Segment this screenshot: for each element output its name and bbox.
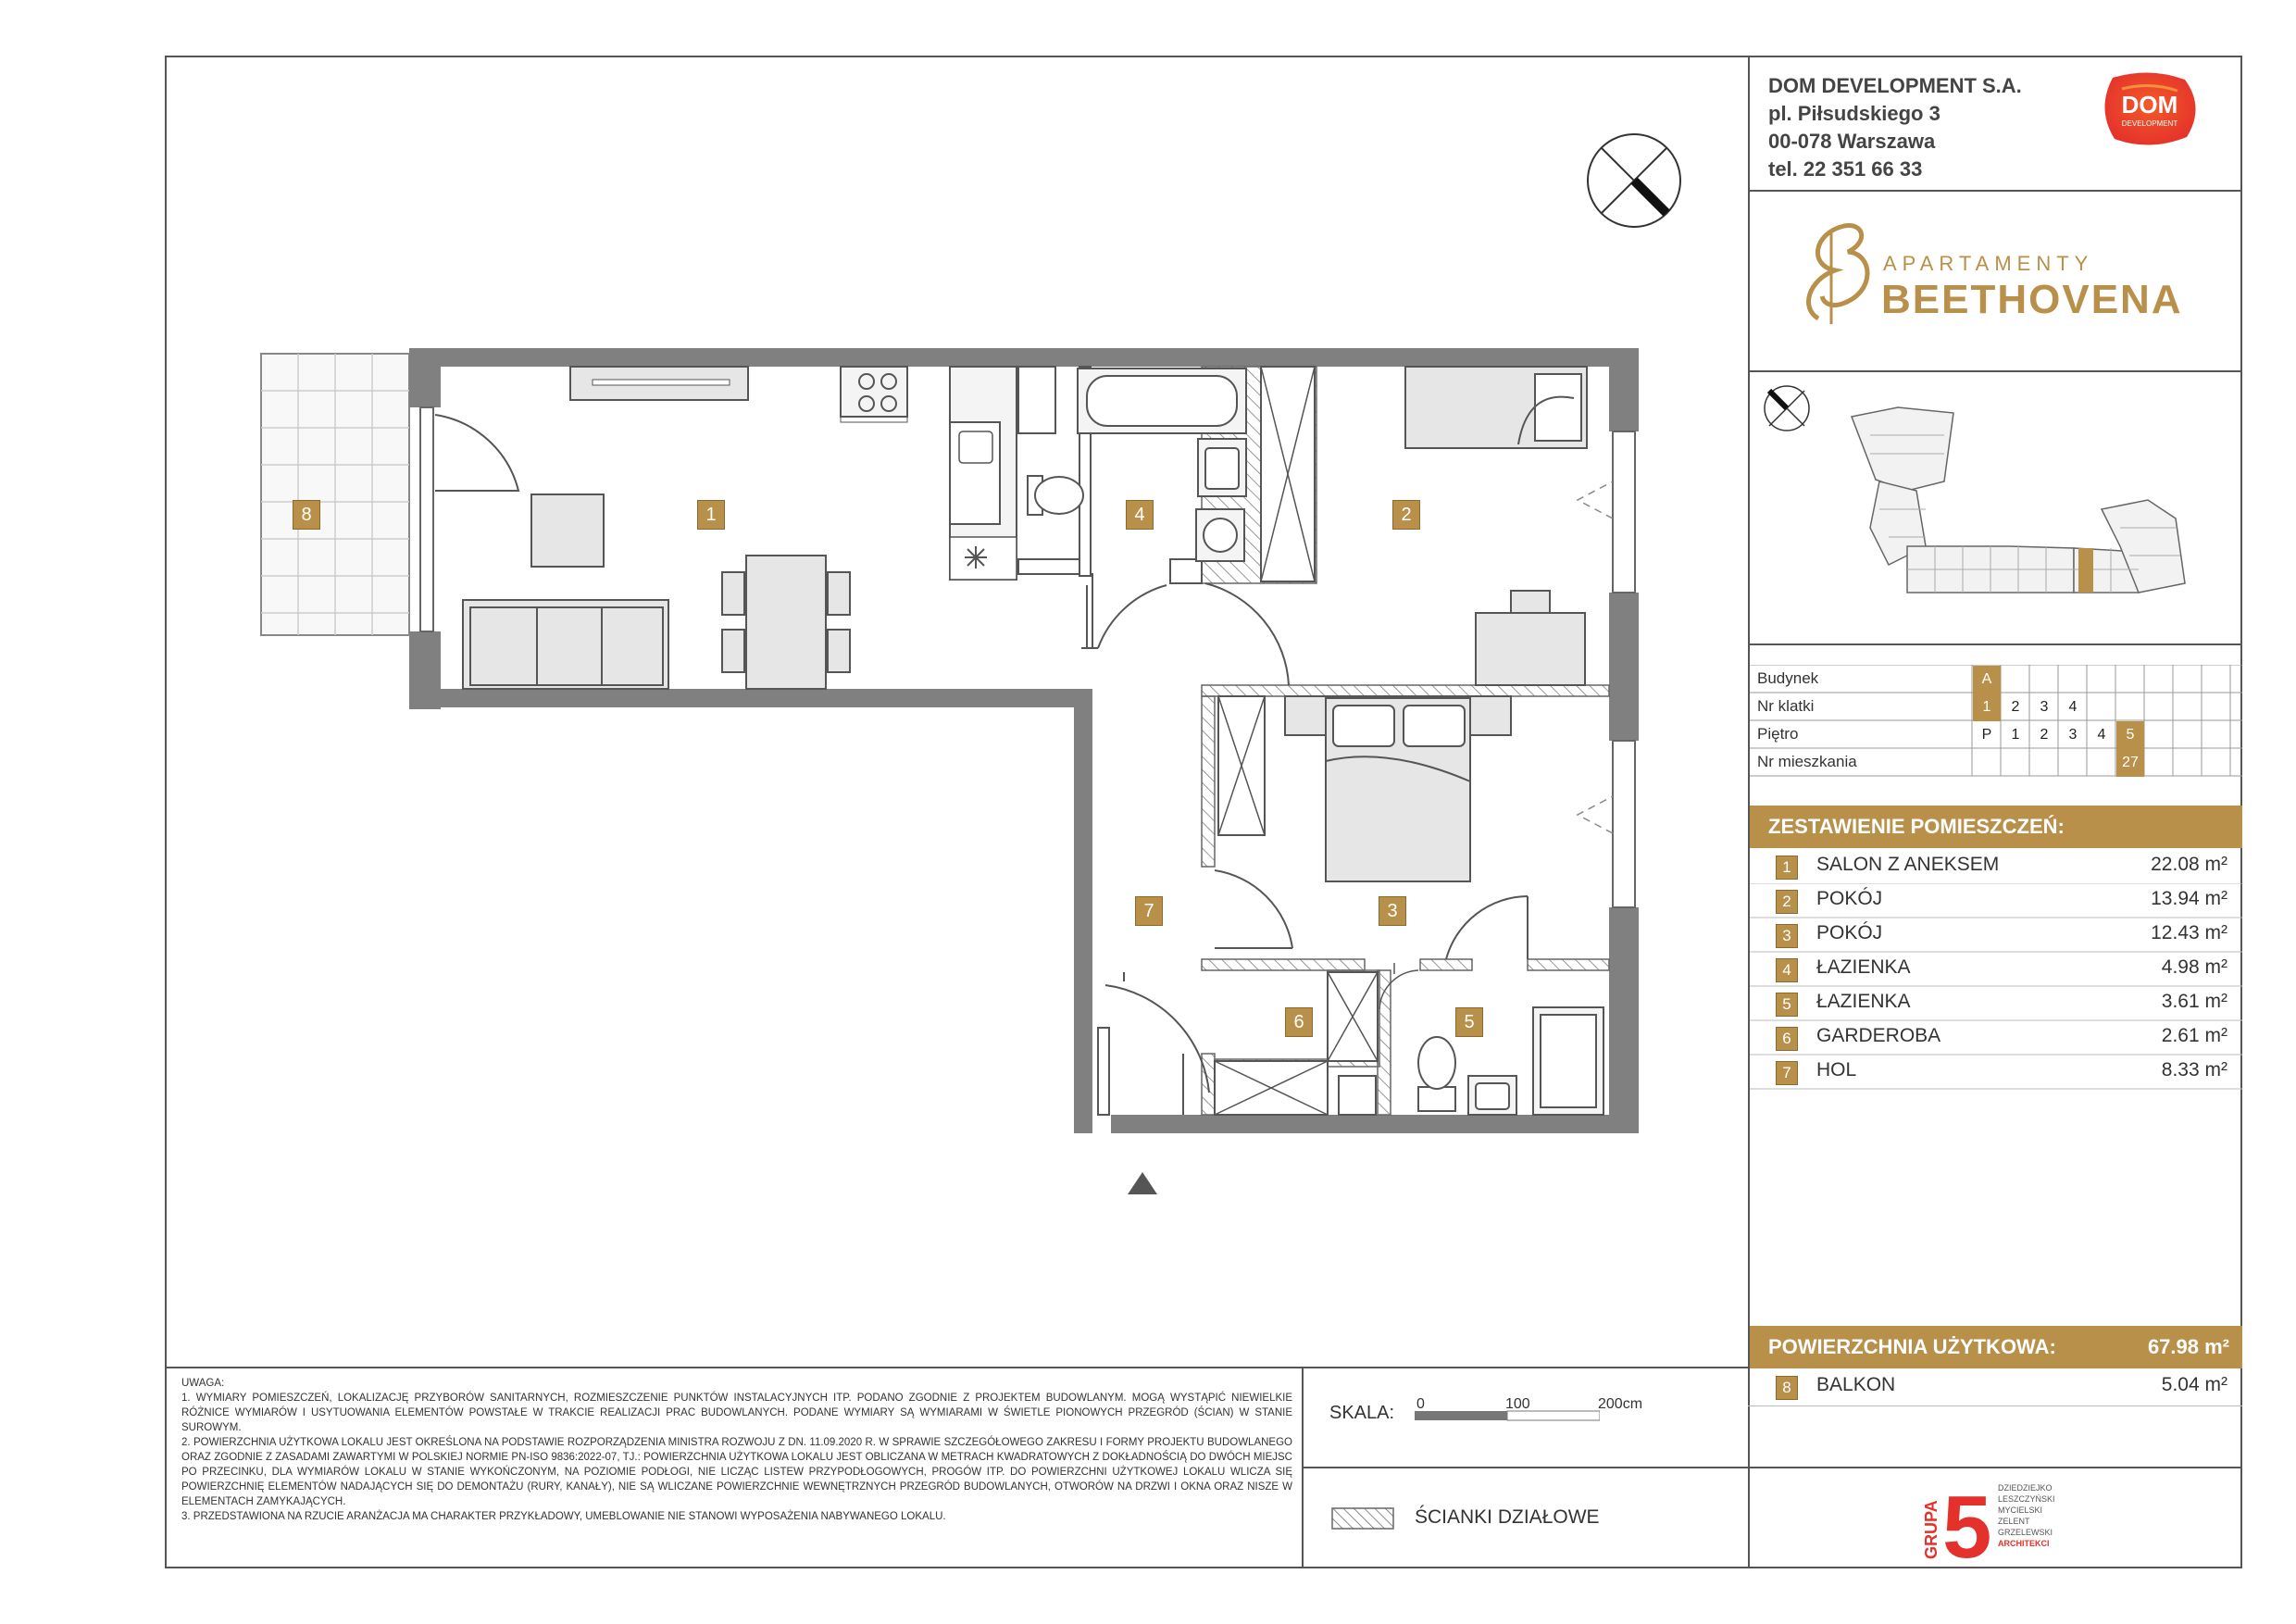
floor-option-5: 5	[2116, 721, 2144, 749]
room-area: 12.43 m²	[2151, 922, 2227, 943]
balcony-area: 5.04 m²	[2161, 1374, 2227, 1395]
plan-label-1: 1	[697, 500, 725, 530]
dom-logo-text: DOM	[2121, 91, 2178, 119]
balcony-area	[261, 354, 409, 635]
floor-option-p: P	[1981, 727, 1992, 743]
label-building: Budynek	[1757, 669, 1819, 687]
washing-machine	[1196, 509, 1244, 561]
door-bathroom-4	[1098, 585, 1167, 648]
room-number: 6	[1776, 1027, 1798, 1051]
floor-option-4: 4	[2097, 727, 2106, 743]
floor-option-2: 2	[2040, 727, 2049, 743]
total-area-label: POWIERZCHNIA UŻYTKOWA:	[1768, 1335, 2056, 1358]
bed-room-2	[1405, 367, 1587, 448]
dom-logo-subtext: DEVELOPMENT	[2121, 119, 2178, 128]
room-number: 1	[1776, 856, 1798, 880]
room-row	[1750, 850, 2240, 883]
entrance-marker-icon	[1128, 1172, 1157, 1194]
plan-label-3: 3	[1379, 896, 1406, 926]
dom-development-logo	[2094, 70, 2205, 148]
balcony-number: 8	[1776, 1376, 1798, 1400]
divider-minimap	[1748, 643, 2242, 645]
label-unit: Nr mieszkania	[1757, 753, 1857, 770]
stair-option-4: 4	[2068, 699, 2078, 715]
note-item: 2. POWIERZCHNIA UŻYTKOWA LOKALU JEST OKREŚLONA NA PODSTAWIE ROZPORZĄDZENIA MINISTRA ROZWOJU Z DN. 11.09.2020 R. W SPRAWIE SZCZEGÓŁOWEGO ZAKRESU I FORMY PROJEKTU BUDOWLANEGO ORAZ ZGODNIE Z ZASADAMI ZAWARTYMI W POLSKIEJ NORMIE PN-ISO 9836:2022-07, TJ.: POWIERZCHNIA UŻYTKOWA LOKALU JEST OBLICZANA W METRACH KWADRATOWYCH Z DOKŁADNOŚCIĄ DO DWÓCH MIEJSC PO PRZECINKU, DLA WYMIARÓW LOKALU W STANIE WYKOŃCZONYM, NA POZIOMIE PODŁOGI, NIE LICZĄC LISTEW PRZYPODŁOGOWYCH, PROGÓW ITP. DO POWIERZCHNI UŻYTKOWEJ LOKALU WLICZA SIĘ POWIERZCHNIĘ ELEMENTÓW NADAJĄCYCH SIĘ DO DEMONTAŻU (RURY, KANAŁY), NIE SĄ WLICZANE POWIERZCHNIE WEWNĘTRZNYCH PRZEGRÓD BUDOWLANYCH, OTWORÓW NA DRZWI I OKNA ORAZ NISZE W ELEMENTACH ZAMYKAJĄCYCH.	[181, 1437, 1292, 1507]
room-number: 7	[1776, 1061, 1798, 1085]
divider-notes	[165, 1367, 1750, 1368]
room-name: POKÓJ	[1816, 922, 1883, 943]
armchair-table	[531, 494, 604, 567]
room-area: 4.98 m²	[2161, 956, 2227, 978]
grupa5-logo	[1922, 1478, 2107, 1561]
room-name: ŁAZIENKA	[1816, 956, 1911, 978]
stair-option-2: 2	[2011, 699, 2020, 715]
shower-5	[1533, 1007, 1603, 1115]
company-name: DOM DEVELOPMENT S.A.	[1768, 74, 2022, 97]
divider-project	[1748, 370, 2242, 372]
toilet-4	[1028, 476, 1083, 515]
dining-table	[722, 556, 850, 689]
room-name: ŁAZIENKA	[1816, 991, 1911, 1012]
wardrobe-hall	[1218, 696, 1265, 835]
plan-label-8: 8	[293, 500, 320, 530]
plan-label-5: 5	[1455, 1007, 1483, 1037]
divider-company	[1748, 190, 2242, 192]
plan-label-4: 4	[1126, 500, 1154, 530]
architect-line: ZELENT	[1998, 1517, 2030, 1526]
room-rows-separators	[1750, 883, 2242, 1093]
kitchen-unit	[841, 367, 1017, 580]
balcony-door	[435, 415, 518, 491]
balcony-separator	[1748, 1405, 2242, 1406]
label-stair: Nr klatki	[1757, 697, 1815, 715]
scale-tick-0: 0	[1416, 1396, 1425, 1412]
floor-option-3: 3	[2068, 727, 2078, 743]
stair-option-3: 3	[2040, 699, 2049, 715]
company-street: pl. Piłsudskiego 3	[1768, 102, 1940, 125]
entrance-door	[1105, 985, 1209, 1093]
room-name: POKÓJ	[1816, 888, 1883, 909]
architect-line: DZIEDZIEJKO	[1998, 1483, 2053, 1493]
room-area: 22.08 m²	[2151, 854, 2227, 875]
plan-label-6: 6	[1285, 1007, 1313, 1037]
company-info	[1768, 72, 2022, 183]
desk-room-2	[1476, 591, 1585, 685]
balcony-name: BALKON	[1816, 1374, 1896, 1395]
beethovena-logo	[1791, 215, 2198, 335]
minimap-unit-highlight	[2078, 548, 2093, 593]
wardrobe-hall-top	[1261, 367, 1315, 581]
floor-option-1: 1	[2011, 727, 2020, 743]
room-number: 2	[1776, 890, 1798, 914]
sofa	[463, 600, 668, 689]
room-area: 13.94 m²	[2151, 888, 2227, 909]
unit-value: 27	[2116, 749, 2144, 777]
label-floor: Piętro	[1757, 725, 1799, 743]
building-minimap	[1842, 398, 2231, 620]
scale-tick-200: 200cm	[1598, 1396, 1643, 1412]
toilet-5	[1418, 1037, 1455, 1111]
room-number: 5	[1776, 993, 1798, 1017]
washbasin-4	[1198, 439, 1246, 496]
partition-wall-swatch	[1331, 1507, 1394, 1530]
room-area: 2.61 m²	[2161, 1025, 2227, 1046]
room-name: GARDEROBA	[1816, 1025, 1941, 1046]
legend-label: ŚCIANKI DZIAŁOWE	[1415, 1506, 1600, 1528]
door-wardrobe-6	[1215, 870, 1292, 948]
door-room-3	[1446, 896, 1528, 959]
room-name: SALON Z ANEKSEM	[1816, 854, 2000, 875]
room-number: 4	[1776, 958, 1798, 982]
notes-title: UWAGA:	[181, 1378, 225, 1389]
scale-label: SKALA:	[1329, 1403, 1395, 1423]
room-area: 3.61 m²	[2161, 991, 2227, 1012]
plan-label-7: 7	[1135, 896, 1163, 926]
beethovena-logo-main: BEETHOVENA	[1881, 277, 2183, 322]
plan-label-2: 2	[1392, 500, 1420, 530]
notes-block	[181, 1376, 1292, 1524]
note-item: 1. WYMIARY POMIESZCZEŃ, LOKALIZACJĘ PRZYBORÓW SANITARNYCH, ROZMIESZCZENIE PUNKTÓW INSTALACYJNYCH ITP. PODANO ZGODNIE Z PROJEKTEM BUDOWLANYM. MOGĄ WYSTĄPIĆ NIEWIELKIE RÓŻNICE WYMIARÓW I USYTUOWANIA ELEMENTÓW POWSTAŁE W TRAKCIE REALIZACJI PRAC BUDOWLANYCH. PODANE WYMIARY SĄ WYMIARAMI W ŚWIETLE PIONOWYCH PRZEGRÓD (ŚCIAN) W STANIE SUROWYM.	[181, 1393, 1292, 1433]
grupa-text: GRUPA	[1922, 1500, 1940, 1559]
architect-line: GRZELEWSKI	[1998, 1528, 2053, 1537]
garderoba-wardrobe	[1215, 972, 1378, 1115]
total-area-value: 67.98 m²	[2147, 1335, 2229, 1358]
note-item: 3. PRZEDSTAWIONA NA RZUCIE ARANŻACJA MA CHARAKTER PRZYKŁADOWY, UMEBLOWANIE NIE STANOWI WYPOSAŻENIA NABYWANEGO LOKALU.	[181, 1511, 946, 1522]
room-area: 8.33 m²	[2161, 1059, 2227, 1081]
company-phone: tel. 22 351 66 33	[1768, 157, 1923, 181]
bathtub	[1078, 369, 1246, 433]
door-room-2	[1205, 583, 1289, 685]
washbasin-5	[1468, 1076, 1516, 1115]
minimap-north-arrow-icon	[1762, 383, 1812, 433]
room-name: HOL	[1816, 1059, 1857, 1081]
divider-balcony-architect	[1748, 1467, 2242, 1468]
building-value: A	[1973, 666, 2001, 693]
scale-tick-100: 100	[1505, 1396, 1530, 1412]
stair-option-1: 1	[1973, 693, 2001, 721]
architect-line: LESZCZYŃSKI	[1998, 1494, 2055, 1504]
total-area-bar	[1750, 1326, 2242, 1368]
grupa-digit: 5	[1942, 1478, 1992, 1561]
bed-room-3	[1285, 696, 1511, 881]
divider-scale-legend	[1302, 1467, 1750, 1468]
rooms-header: ZESTAWIENIE POMIESZCZEŃ:	[1750, 806, 2242, 848]
architect-line: ARCHITEKCI	[1998, 1539, 2050, 1548]
company-city: 00-078 Warszawa	[1768, 130, 1936, 153]
architect-line: MYCIELSKI	[1998, 1505, 2043, 1515]
beethovena-logo-top: APARTAMENTY	[1883, 252, 2094, 275]
balcony-row	[1750, 1370, 2240, 1404]
room-number: 3	[1776, 924, 1798, 948]
